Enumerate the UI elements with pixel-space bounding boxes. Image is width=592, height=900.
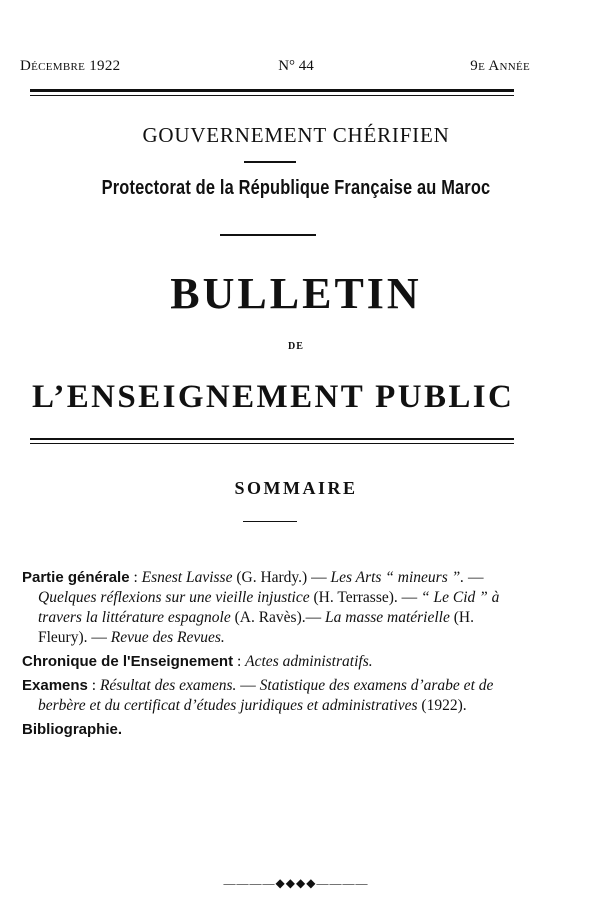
toc-entry-bibliographie	[22, 720, 522, 740]
article-author: (A. Ravès).	[234, 609, 306, 626]
header-rule-thin	[30, 95, 514, 96]
article-author: (H. Fleury).	[38, 609, 474, 646]
title-rule-thin	[30, 443, 514, 444]
divider-short-3	[243, 521, 297, 522]
title-rule-thick	[30, 438, 514, 440]
closing-ornament: ————◆◆◆◆————	[223, 876, 369, 890]
sommaire-heading: SOMMAIRE	[234, 478, 358, 498]
article-title: Actes administratifs.	[245, 653, 373, 670]
divider-short-2	[220, 234, 316, 236]
section-label: Partie générale	[22, 569, 130, 586]
article-author: (G. Hardy.)	[236, 569, 308, 586]
title-de: DE	[288, 341, 304, 352]
government-name: GOUVERNEMENT CHÉRIFIEN	[142, 123, 450, 147]
article-author: (H. Terrasse).	[313, 589, 398, 606]
issue-year: 9e Année	[470, 58, 530, 74]
toc-entry-chronique: Chronique de l'Enseignement : Actes administratifs.	[22, 653, 373, 670]
section-label: Chronique de l'Enseignement	[22, 653, 234, 670]
section-label: Bibliographie.	[22, 721, 123, 738]
bulletin-title: BULLETIN	[170, 269, 422, 318]
article-title: Résultat des examens.	[99, 677, 237, 694]
article-year: (1922).	[421, 697, 467, 714]
bulletin-subtitle: L’ENSEIGNEMENT PUBLIC	[32, 379, 515, 415]
article-title: La masse matérielle	[325, 609, 450, 626]
article-title: Esnest Lavisse	[141, 569, 233, 586]
header-rule-thick	[30, 89, 514, 92]
article-title: Quelques réflexions sur une vieille injustice	[38, 589, 310, 606]
protectorate-line: Protectorat de la République Française au Maroc	[101, 177, 491, 199]
article-title: “ Le Cid ” à travers la littérature espagnole	[38, 589, 500, 626]
article-title: Revue des Revues.	[110, 629, 225, 646]
article-title: Les Arts “ mineurs ”.	[330, 569, 465, 586]
section-label: Examens	[22, 677, 88, 694]
article-title: Statistique des examens d’arabe et de berbère et du certificat d’études juridiques et administratives	[38, 677, 494, 714]
toc-entry-partie-generale: Partie générale : Esnest Lavisse (G. Hardy.) — Les Arts “ mineurs ”. — Quelques réflexions sur une vieille injustice (H. Terrasse). — “ Le Cid ” à travers la littérature espagnole (A. Ravès).— La masse matérielle (H. Fleury). — Revue des Revues.	[22, 569, 500, 646]
divider-short-1	[244, 161, 296, 163]
issue-date: Décembre 1922	[20, 58, 121, 74]
issue-number: N° 44	[278, 58, 314, 74]
toc-entry-examens: Examens : Résultat des examens. — Statistique des examens d’arabe et de berbère et du certificat d’études juridiques et administratives (1922).	[22, 677, 494, 714]
table-of-contents	[22, 568, 522, 740]
